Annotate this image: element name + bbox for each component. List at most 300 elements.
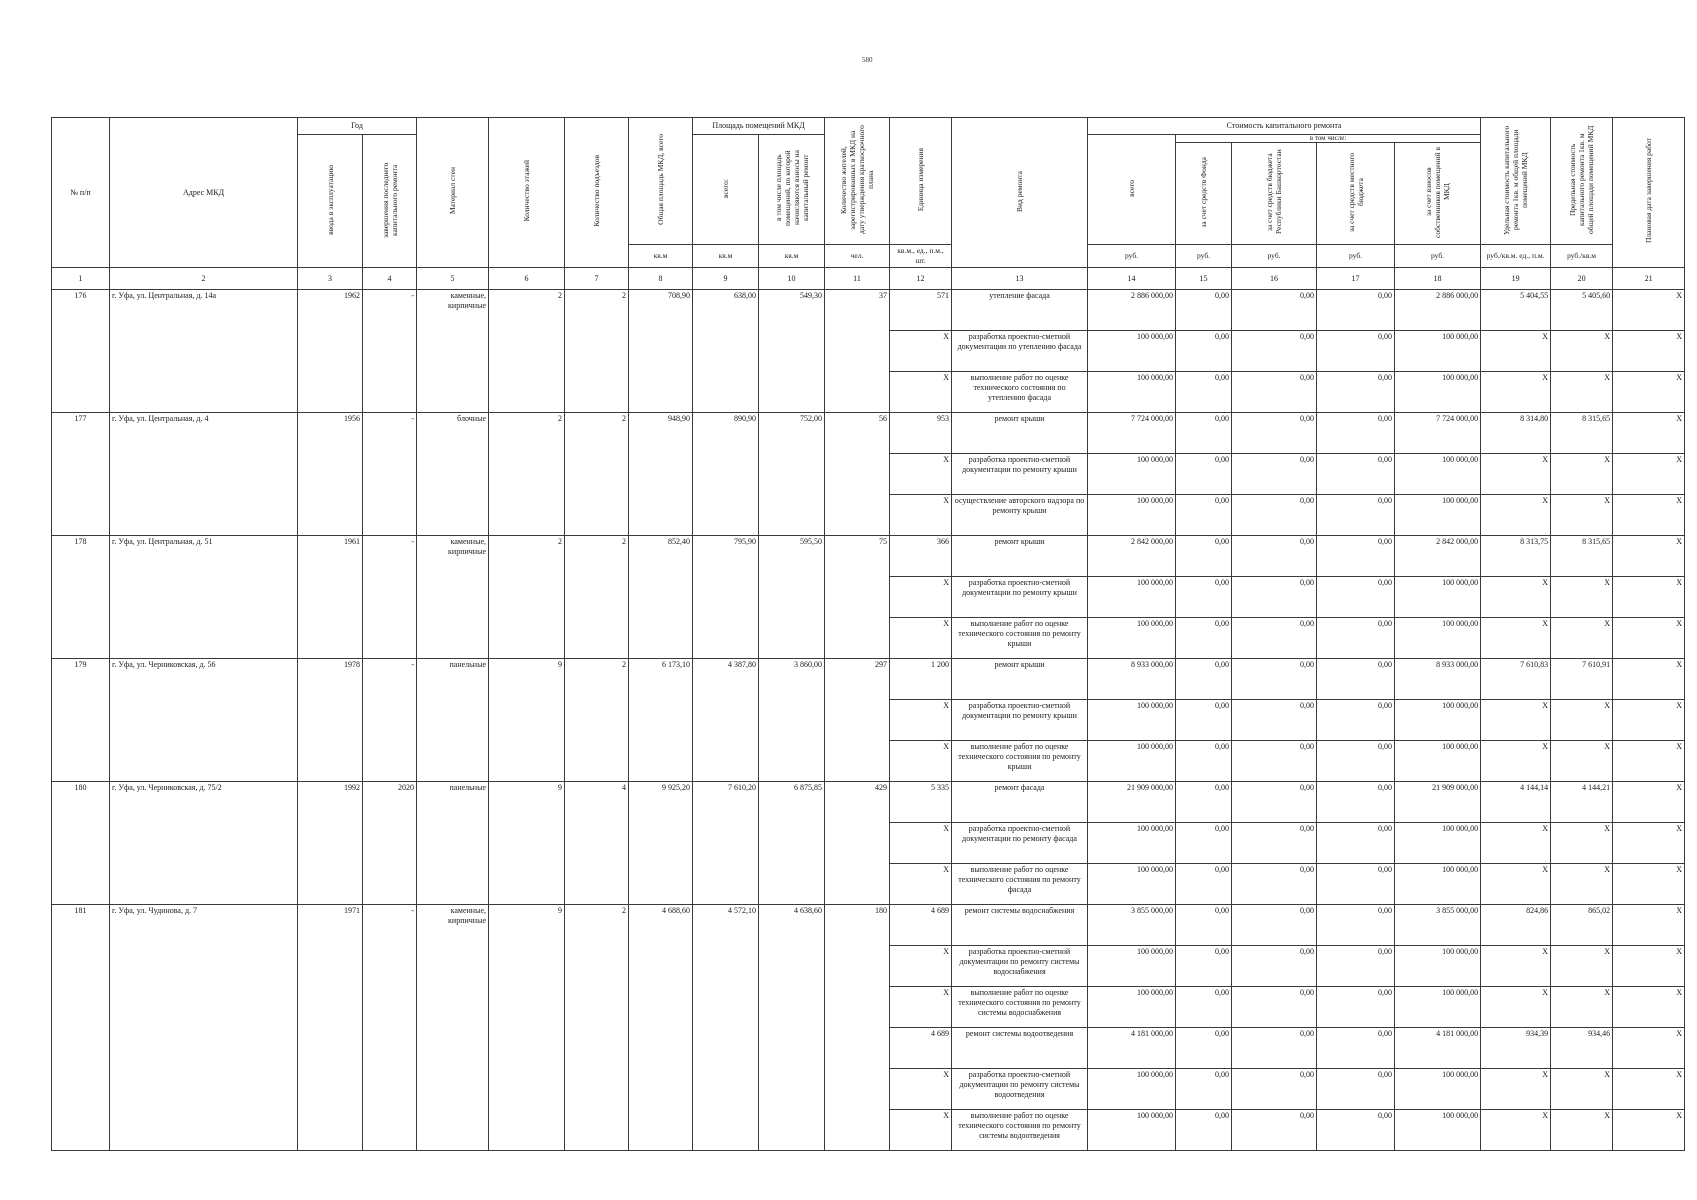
cost-local-cell: 0,00 [1317,1069,1395,1110]
cost-local-cell: 0,00 [1317,1028,1395,1069]
header-num: № п/п [52,118,110,268]
cost-region-cell: 0,00 [1232,659,1317,700]
floors-cell: 2 [489,290,565,413]
cost-owners-cell: 4 181 000,00 [1395,1028,1481,1069]
cost-owners-cell: 100 000,00 [1395,1110,1481,1151]
year-built-cell: 1962 [298,290,363,413]
area-total-cell: 4 572,10 [693,905,759,1151]
unit-cost-cell: 8 314,80 [1481,413,1551,454]
cost-local-cell: 0,00 [1317,536,1395,577]
cost-total-cell: 21 909 000,00 [1088,782,1176,823]
table-row-building [52,659,1685,700]
cost-owners-cell: 100 000,00 [1395,864,1481,905]
cost-region-cell: 0,00 [1232,1069,1317,1110]
limit-cost-cell: X [1551,331,1613,372]
header-cost-total-label: всего [1127,179,1137,197]
work-quantity-cell: X [890,1110,952,1151]
cost-local-cell: 0,00 [1317,987,1395,1028]
cost-region-cell: 0,00 [1232,987,1317,1028]
work-quantity-cell: 4 689 [890,1028,952,1069]
unit-cost-cell: X [1481,618,1551,659]
cost-total-cell: 7 724 000,00 [1088,413,1176,454]
plan-date-cell: X [1613,577,1685,618]
plan-date-cell: X [1613,1069,1685,1110]
header-cost-incl: в том числе: [1176,135,1481,143]
unit-area-contrib: кв.м [759,245,825,268]
column-number: 6 [489,268,565,290]
residents-cell: 180 [825,905,890,1151]
cost-local-cell: 0,00 [1317,946,1395,987]
area-contrib-cell: 3 860,00 [759,659,825,782]
cost-region-cell: 0,00 [1232,577,1317,618]
work-quantity-cell: X [890,823,952,864]
limit-cost-cell: 8 315,65 [1551,413,1613,454]
cost-region-cell: 0,00 [1232,1110,1317,1151]
cost-region-cell: 0,00 [1232,331,1317,372]
cost-region-cell: 0,00 [1232,495,1317,536]
table-row-building [52,905,1685,946]
header-residents-label: Количество жителей, зарегистрированных в МКД на дату утверждения краткосрочного плана [839,125,876,234]
plan-date-cell: X [1613,331,1685,372]
cost-owners-cell: 7 724 000,00 [1395,413,1481,454]
work-quantity-cell: X [890,577,952,618]
cost-total-cell: 100 000,00 [1088,331,1176,372]
header-area-contrib [759,135,825,245]
entrances-cell: 2 [565,290,629,413]
cost-fund-cell: 0,00 [1176,290,1232,331]
cost-total-cell: 100 000,00 [1088,864,1176,905]
plan-date-cell: X [1613,905,1685,946]
column-number: 15 [1176,268,1232,290]
column-number: 10 [759,268,825,290]
address-cell: г. Уфа, ул. Черниковская, д. 75/2 [110,782,298,905]
cost-local-cell: 0,00 [1317,577,1395,618]
entrances-cell: 4 [565,782,629,905]
header-address: Адрес МКД [110,118,298,268]
cost-region-cell: 0,00 [1232,536,1317,577]
address-cell: г. Уфа, ул. Черниковская, д. 56 [110,659,298,782]
cost-region-cell: 0,00 [1232,700,1317,741]
plan-date-cell: X [1613,946,1685,987]
wall-material-cell: каменные, кирпичные [417,905,489,1151]
repair-type-cell: выполнение работ по оценке технического состояния по утеплению фасада [952,372,1088,413]
header-limit-cost-label: Предельная стоимость капитального ремонта 1кв. м общей площади помещений МКД [1568,125,1596,234]
cost-fund-cell: 0,00 [1176,1110,1232,1151]
header-residents [825,118,890,245]
limit-cost-cell: X [1551,700,1613,741]
repair-type-cell: разработка проектно-сметной документации по ремонту крыши [952,700,1088,741]
limit-cost-cell: 865,02 [1551,905,1613,946]
plan-date-cell: X [1613,782,1685,823]
header-wall-material [417,118,489,268]
header-floors-label: Количество этажей [522,160,532,222]
plan-date-cell: X [1613,987,1685,1028]
repair-type-cell: выполнение работ по оценке технического состояния по ремонту крыши [952,741,1088,782]
residents-cell: 75 [825,536,890,659]
limit-cost-cell: 934,46 [1551,1028,1613,1069]
entrances-cell: 2 [565,413,629,536]
year-last-repair-cell: - [363,413,417,536]
work-quantity-cell: 366 [890,536,952,577]
cost-region-cell: 0,00 [1232,946,1317,987]
table-body [52,268,1685,1151]
year-last-repair-cell: 2020 [363,782,417,905]
header-cost-group: Стоимость капитального ремонта [1088,118,1481,135]
header-cost-region-label: за счет средств бюджета Республики Башкортостан [1265,149,1284,235]
cost-region-cell: 0,00 [1232,864,1317,905]
cost-local-cell: 0,00 [1317,413,1395,454]
entrances-cell: 2 [565,659,629,782]
cost-owners-cell: 100 000,00 [1395,823,1481,864]
column-number: 5 [417,268,489,290]
header-unit-cost-label: Удельная стоимость капитального ремонта 1кв. м общей площади помещений МКД [1502,124,1530,235]
cost-local-cell: 0,00 [1317,741,1395,782]
unit-cost-cell: X [1481,864,1551,905]
floors-cell: 9 [489,905,565,1151]
work-quantity-cell: X [890,372,952,413]
header-cost-local [1317,143,1395,245]
cost-owners-cell: 100 000,00 [1395,741,1481,782]
cost-fund-cell: 0,00 [1176,905,1232,946]
cost-owners-cell: 3 855 000,00 [1395,905,1481,946]
plan-date-cell: X [1613,823,1685,864]
floors-cell: 9 [489,659,565,782]
work-quantity-cell: X [890,495,952,536]
unit-cost-cell: X [1481,823,1551,864]
wall-material-cell: панельные [417,782,489,905]
header-year-built-label: ввода в эксплуатацию [325,164,335,235]
area-total-cell: 7 610,20 [693,782,759,905]
header-limit-cost [1551,118,1613,245]
cost-local-cell: 0,00 [1317,454,1395,495]
area-contrib-cell: 752,00 [759,413,825,536]
area-total-cell: 890,90 [693,413,759,536]
cost-region-cell: 0,00 [1232,741,1317,782]
repair-type-cell: разработка проектно-сметной документации по ремонту системы водоснабжения [952,946,1088,987]
residents-cell: 56 [825,413,890,536]
repair-type-cell: разработка проектно-сметной документации по ремонту системы водоотведения [952,1069,1088,1110]
limit-cost-cell: X [1551,618,1613,659]
plan-date-cell: X [1613,700,1685,741]
total-area-cell: 4 688,60 [629,905,693,1151]
cost-owners-cell: 21 909 000,00 [1395,782,1481,823]
unit-cost-local: руб. [1317,245,1395,268]
limit-cost-cell: X [1551,454,1613,495]
limit-cost-cell: X [1551,1110,1613,1151]
repair-type-cell: разработка проектно-сметной документации по ремонту крыши [952,454,1088,495]
cost-owners-cell: 100 000,00 [1395,987,1481,1028]
unit-cost-fund: руб. [1176,245,1232,268]
cost-region-cell: 0,00 [1232,823,1317,864]
cost-total-cell: 3 855 000,00 [1088,905,1176,946]
cost-total-cell: 8 933 000,00 [1088,659,1176,700]
cost-total-cell: 100 000,00 [1088,1069,1176,1110]
header-cost-owners [1395,143,1481,245]
year-last-repair-cell: - [363,905,417,1151]
header-cost-fund [1176,143,1232,245]
header-year-group: Год [298,118,417,135]
cost-region-cell: 0,00 [1232,1028,1317,1069]
limit-cost-cell: 4 144,21 [1551,782,1613,823]
unit-cost-cell: 934,39 [1481,1028,1551,1069]
cost-local-cell: 0,00 [1317,823,1395,864]
header-area-total [693,135,759,245]
work-quantity-cell: X [890,700,952,741]
work-quantity-cell: X [890,741,952,782]
cost-owners-cell: 100 000,00 [1395,331,1481,372]
unit-cost-cell: 5 404,55 [1481,290,1551,331]
work-quantity-cell: X [890,987,952,1028]
floors-cell: 2 [489,413,565,536]
unit-total-area: кв.м [629,245,693,268]
work-quantity-cell: 5 335 [890,782,952,823]
cost-fund-cell: 0,00 [1176,1028,1232,1069]
column-number: 19 [1481,268,1551,290]
column-number: 9 [693,268,759,290]
column-number: 7 [565,268,629,290]
repair-type-cell: ремонт системы водоснабжения [952,905,1088,946]
cost-fund-cell: 0,00 [1176,618,1232,659]
cost-local-cell: 0,00 [1317,905,1395,946]
unit-cost-cell: X [1481,1110,1551,1151]
column-number: 16 [1232,268,1317,290]
total-area-cell: 9 925,20 [629,782,693,905]
cost-region-cell: 0,00 [1232,782,1317,823]
area-contrib-cell: 4 638,60 [759,905,825,1151]
header-year-last-repair [363,135,417,268]
repair-type-cell: разработка проектно-сметной документации по ремонту фасада [952,823,1088,864]
limit-cost-cell: 8 315,65 [1551,536,1613,577]
cost-region-cell: 0,00 [1232,372,1317,413]
row-number-cell: 176 [52,290,110,413]
work-quantity-cell: X [890,618,952,659]
cost-total-cell: 100 000,00 [1088,495,1176,536]
repair-type-cell: выполнение работ по оценке технического состояния по ремонту фасада [952,864,1088,905]
column-number: 21 [1613,268,1685,290]
header-area-group: Площадь помещений МКД [693,118,825,135]
column-numbers-row [52,268,1685,290]
repair-type-cell: выполнение работ по оценке технического состояния по ремонту системы водоотведения [952,1110,1088,1151]
cost-owners-cell: 2 886 000,00 [1395,290,1481,331]
plan-date-cell: X [1613,290,1685,331]
work-quantity-cell: 1 200 [890,659,952,700]
cost-total-cell: 2 842 000,00 [1088,536,1176,577]
table-row-building [52,290,1685,331]
header-repair-type-label: Вид ремонта [1015,170,1025,212]
year-built-cell: 1971 [298,905,363,1151]
unit-unit-cost: руб./кв.м. ед., п.м. [1481,245,1551,268]
area-total-cell: 4 387,80 [693,659,759,782]
work-quantity-cell: X [890,1069,952,1110]
row-number-cell: 180 [52,782,110,905]
total-area-cell: 6 173,10 [629,659,693,782]
unit-cost-cell: X [1481,577,1551,618]
plan-date-cell: X [1613,372,1685,413]
cost-fund-cell: 0,00 [1176,454,1232,495]
header-wall-material-label: Материал стен [448,167,458,215]
repair-type-cell: выполнение работ по оценке технического состояния по ремонту системы водоснабжения [952,987,1088,1028]
cost-owners-cell: 100 000,00 [1395,618,1481,659]
cost-local-cell: 0,00 [1317,372,1395,413]
cost-owners-cell: 100 000,00 [1395,1069,1481,1110]
cost-fund-cell: 0,00 [1176,1069,1232,1110]
cost-total-cell: 2 886 000,00 [1088,290,1176,331]
plan-date-cell: X [1613,1028,1685,1069]
cost-fund-cell: 0,00 [1176,946,1232,987]
cost-fund-cell: 0,00 [1176,331,1232,372]
area-contrib-cell: 6 875,85 [759,782,825,905]
plan-date-cell: X [1613,495,1685,536]
cost-local-cell: 0,00 [1317,290,1395,331]
column-number: 17 [1317,268,1395,290]
area-total-cell: 638,00 [693,290,759,413]
year-last-repair-cell: - [363,290,417,413]
header-unit [890,118,952,245]
cost-fund-cell: 0,00 [1176,700,1232,741]
entrances-cell: 2 [565,536,629,659]
residents-cell: 429 [825,782,890,905]
plan-date-cell: X [1613,741,1685,782]
unit-cost-cell: X [1481,946,1551,987]
header-total-area-label: Общая площадь МКД, всего [656,134,666,225]
cost-region-cell: 0,00 [1232,618,1317,659]
cost-region-cell: 0,00 [1232,413,1317,454]
wall-material-cell: каменные, кирпичные [417,536,489,659]
cost-fund-cell: 0,00 [1176,741,1232,782]
cost-fund-cell: 0,00 [1176,864,1232,905]
repair-type-cell: выполнение работ по оценке технического состояния по ремонту крыши [952,618,1088,659]
repair-type-cell: ремонт крыши [952,413,1088,454]
row-number-cell: 178 [52,536,110,659]
cost-region-cell: 0,00 [1232,290,1317,331]
unit-cost-cell: 824,86 [1481,905,1551,946]
cost-local-cell: 0,00 [1317,1110,1395,1151]
limit-cost-cell: X [1551,864,1613,905]
unit-cost-cell: 8 313,75 [1481,536,1551,577]
unit-cost-cell: X [1481,741,1551,782]
address-cell: г. Уфа, ул. Чудинова, д. 7 [110,905,298,1151]
cost-total-cell: 100 000,00 [1088,618,1176,659]
limit-cost-cell: X [1551,495,1613,536]
unit-cost-cell: 7 610,83 [1481,659,1551,700]
limit-cost-cell: X [1551,741,1613,782]
cost-fund-cell: 0,00 [1176,495,1232,536]
unit-cost-cell: X [1481,495,1551,536]
cost-fund-cell: 0,00 [1176,536,1232,577]
cost-fund-cell: 0,00 [1176,577,1232,618]
repair-type-cell: разработка проектно-сметной документации по утеплению фасада [952,331,1088,372]
limit-cost-cell: X [1551,823,1613,864]
cost-fund-cell: 0,00 [1176,782,1232,823]
cost-owners-cell: 100 000,00 [1395,700,1481,741]
year-built-cell: 1978 [298,659,363,782]
work-quantity-cell: 4 689 [890,905,952,946]
column-number: 2 [110,268,298,290]
floors-cell: 9 [489,782,565,905]
repair-type-cell: ремонт фасада [952,782,1088,823]
plan-date-cell: X [1613,1110,1685,1151]
cost-fund-cell: 0,00 [1176,987,1232,1028]
cost-total-cell: 100 000,00 [1088,1110,1176,1151]
unit-cost-cell: X [1481,987,1551,1028]
column-number: 1 [52,268,110,290]
unit-cost-region: руб. [1232,245,1317,268]
address-cell: г. Уфа, ул. Центральная, д. 51 [110,536,298,659]
column-number: 18 [1395,268,1481,290]
repair-type-cell: утепление фасада [952,290,1088,331]
limit-cost-cell: X [1551,1069,1613,1110]
cost-region-cell: 0,00 [1232,454,1317,495]
cost-owners-cell: 100 000,00 [1395,454,1481,495]
plan-date-cell: X [1613,618,1685,659]
header-plan-date-label: Плановая дата завершения работ [1644,138,1654,244]
cost-fund-cell: 0,00 [1176,413,1232,454]
cost-local-cell: 0,00 [1317,659,1395,700]
header-unit-cost [1481,118,1551,245]
unit-unit: кв.м., ед., п.м., шт. [890,245,952,268]
repair-type-cell: разработка проектно-сметной документации по ремонту крыши [952,577,1088,618]
total-area-cell: 948,90 [629,413,693,536]
header-total-area [629,118,693,245]
cost-total-cell: 100 000,00 [1088,946,1176,987]
residents-cell: 297 [825,659,890,782]
header-entrances-label: Количество подъездов [592,155,602,227]
year-built-cell: 1961 [298,536,363,659]
residents-cell: 37 [825,290,890,413]
header-cost-total [1088,135,1176,245]
header-unit-label: Единица измерения [916,147,926,212]
plan-date-cell: X [1613,413,1685,454]
cost-fund-cell: 0,00 [1176,372,1232,413]
cost-local-cell: 0,00 [1317,495,1395,536]
wall-material-cell: каменные, кирпичные [417,290,489,413]
work-quantity-cell: 953 [890,413,952,454]
header-plan-date [1613,118,1685,268]
area-total-cell: 795,90 [693,536,759,659]
header-cost-local-label: за счет средств местного бюджета [1346,152,1365,232]
header-cost-region [1232,143,1317,245]
header-year-last-repair-label: завершения последнего капитального ремонта [380,161,399,238]
cost-fund-cell: 0,00 [1176,823,1232,864]
limit-cost-cell: 5 405,60 [1551,290,1613,331]
floors-cell: 2 [489,536,565,659]
repair-type-cell: ремонт крыши [952,659,1088,700]
year-built-cell: 1956 [298,413,363,536]
plan-date-cell: X [1613,454,1685,495]
work-quantity-cell: 571 [890,290,952,331]
cost-total-cell: 100 000,00 [1088,987,1176,1028]
column-number: 8 [629,268,693,290]
unit-cost-cell: X [1481,700,1551,741]
limit-cost-cell: X [1551,946,1613,987]
repair-type-cell: ремонт системы водоотведения [952,1028,1088,1069]
area-contrib-cell: 549,30 [759,290,825,413]
cost-owners-cell: 8 933 000,00 [1395,659,1481,700]
row-number-cell: 179 [52,659,110,782]
cost-local-cell: 0,00 [1317,700,1395,741]
column-number: 13 [952,268,1088,290]
page-number: 580 [862,56,873,64]
column-number: 14 [1088,268,1176,290]
column-number: 4 [363,268,417,290]
unit-cost-cell: X [1481,1069,1551,1110]
cost-local-cell: 0,00 [1317,782,1395,823]
limit-cost-cell: X [1551,987,1613,1028]
row-number-cell: 181 [52,905,110,1151]
unit-cost-cell: X [1481,372,1551,413]
work-quantity-cell: X [890,454,952,495]
cost-total-cell: 100 000,00 [1088,454,1176,495]
